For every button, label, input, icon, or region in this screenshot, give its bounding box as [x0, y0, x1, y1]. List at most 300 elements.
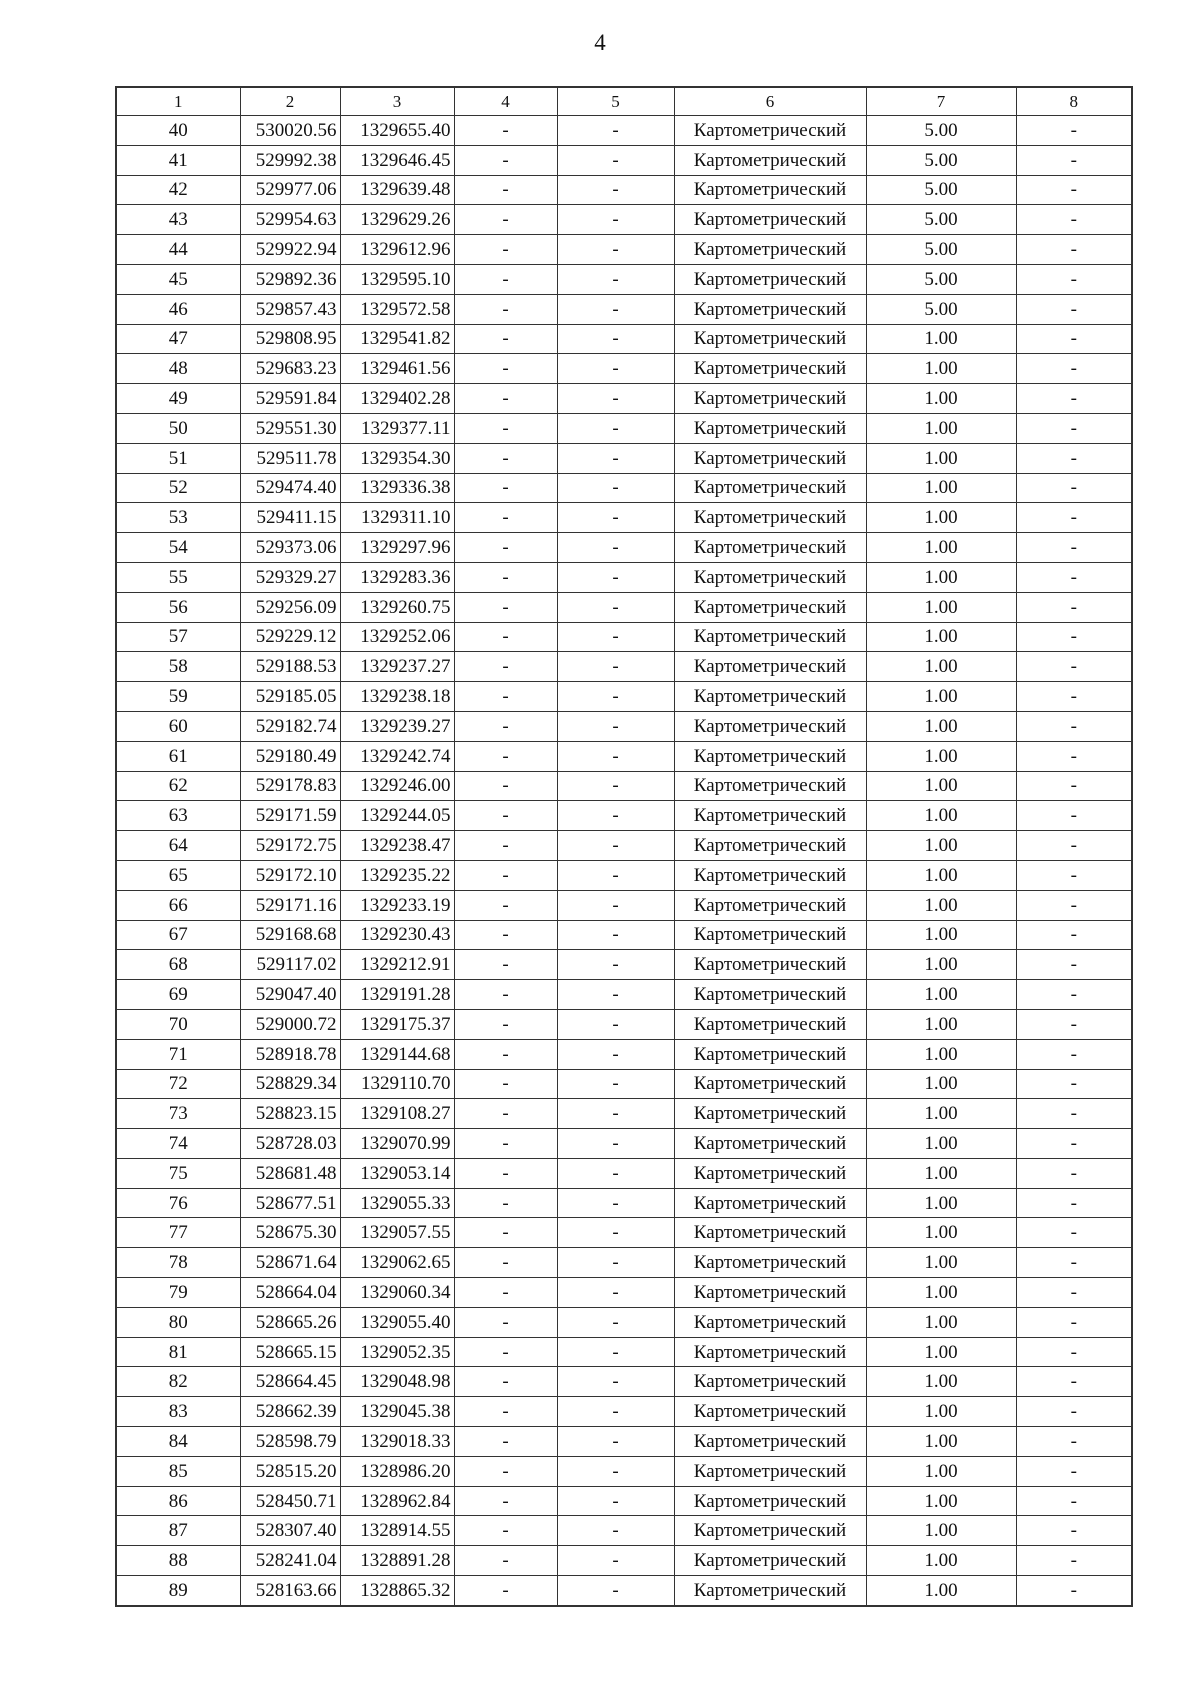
table-row [116, 1367, 1132, 1397]
accuracy-cell: 1.00 [866, 1278, 1016, 1308]
y-coordinate-cell: 1329108.27 [340, 1099, 454, 1129]
column-5-cell: - [557, 622, 674, 652]
column-8-cell: - [1016, 1516, 1132, 1546]
x-coordinate-cell: 528675.30 [240, 1218, 340, 1248]
column-8-cell: - [1016, 1158, 1132, 1188]
x-coordinate-cell: 528829.34 [240, 1069, 340, 1099]
column-8-cell: - [1016, 413, 1132, 443]
y-coordinate-cell: 1329252.06 [340, 622, 454, 652]
x-coordinate-cell: 529180.49 [240, 741, 340, 771]
column-8-cell: - [1016, 1009, 1132, 1039]
y-coordinate-cell: 1329244.05 [340, 801, 454, 831]
method-cell: Картометрический [674, 235, 866, 265]
method-cell: Картометрический [674, 622, 866, 652]
column-4-cell: - [454, 1278, 557, 1308]
column-5-cell: - [557, 711, 674, 741]
table-row [116, 711, 1132, 741]
column-header-8: 8 [1016, 87, 1132, 116]
table-row [116, 980, 1132, 1010]
column-4-cell: - [454, 413, 557, 443]
y-coordinate-cell: 1329053.14 [340, 1158, 454, 1188]
column-8-cell: - [1016, 1069, 1132, 1099]
point-number-cell: 84 [116, 1427, 240, 1457]
x-coordinate-cell: 529857.43 [240, 294, 340, 324]
y-coordinate-cell: 1329237.27 [340, 652, 454, 682]
table-row [116, 1039, 1132, 1069]
column-8-cell: - [1016, 1337, 1132, 1367]
accuracy-cell: 1.00 [866, 711, 1016, 741]
table-row [116, 324, 1132, 354]
point-number-cell: 41 [116, 145, 240, 175]
accuracy-cell: 1.00 [866, 592, 1016, 622]
accuracy-cell: 1.00 [866, 1367, 1016, 1397]
point-number-cell: 75 [116, 1158, 240, 1188]
column-4-cell: - [454, 175, 557, 205]
y-coordinate-cell: 1329639.48 [340, 175, 454, 205]
x-coordinate-cell: 528163.66 [240, 1576, 340, 1606]
column-8-cell: - [1016, 1099, 1132, 1129]
y-coordinate-cell: 1329175.37 [340, 1009, 454, 1039]
x-coordinate-cell: 528918.78 [240, 1039, 340, 1069]
table-row [116, 145, 1132, 175]
method-cell: Картометрический [674, 1158, 866, 1188]
column-5-cell: - [557, 205, 674, 235]
y-coordinate-cell: 1328962.84 [340, 1486, 454, 1516]
method-cell: Картометрический [674, 562, 866, 592]
accuracy-cell: 5.00 [866, 116, 1016, 146]
x-coordinate-cell: 529551.30 [240, 413, 340, 443]
point-number-cell: 66 [116, 890, 240, 920]
y-coordinate-cell: 1328865.32 [340, 1576, 454, 1606]
column-header-3: 3 [340, 87, 454, 116]
x-coordinate-cell: 529185.05 [240, 682, 340, 712]
x-coordinate-cell: 528241.04 [240, 1546, 340, 1576]
column-4-cell: - [454, 1397, 557, 1427]
column-5-cell: - [557, 1367, 674, 1397]
method-cell: Картометрический [674, 1009, 866, 1039]
accuracy-cell: 1.00 [866, 1158, 1016, 1188]
y-coordinate-cell: 1329646.45 [340, 145, 454, 175]
column-8-cell: - [1016, 860, 1132, 890]
table-row [116, 1188, 1132, 1218]
method-cell: Картометрический [674, 1367, 866, 1397]
column-4-cell: - [454, 1099, 557, 1129]
column-8-cell: - [1016, 1397, 1132, 1427]
table-row [116, 920, 1132, 950]
column-8-cell: - [1016, 801, 1132, 831]
method-cell: Картометрический [674, 324, 866, 354]
x-coordinate-cell: 529411.15 [240, 503, 340, 533]
column-5-cell: - [557, 980, 674, 1010]
column-5-cell: - [557, 384, 674, 414]
column-8-cell: - [1016, 1218, 1132, 1248]
column-5-cell: - [557, 116, 674, 146]
table-row [116, 682, 1132, 712]
y-coordinate-cell: 1329238.18 [340, 682, 454, 712]
column-4-cell: - [454, 205, 557, 235]
column-8-cell: - [1016, 622, 1132, 652]
column-4-cell: - [454, 622, 557, 652]
accuracy-cell: 1.00 [866, 1129, 1016, 1159]
column-8-cell: - [1016, 384, 1132, 414]
method-cell: Картометрический [674, 711, 866, 741]
x-coordinate-cell: 529511.78 [240, 443, 340, 473]
point-number-cell: 42 [116, 175, 240, 205]
y-coordinate-cell: 1329045.38 [340, 1397, 454, 1427]
point-number-cell: 80 [116, 1307, 240, 1337]
accuracy-cell: 1.00 [866, 324, 1016, 354]
table-row [116, 950, 1132, 980]
table-row [116, 473, 1132, 503]
x-coordinate-cell: 528664.45 [240, 1367, 340, 1397]
point-number-cell: 74 [116, 1129, 240, 1159]
x-coordinate-cell: 529229.12 [240, 622, 340, 652]
column-4-cell: - [454, 1307, 557, 1337]
accuracy-cell: 1.00 [866, 860, 1016, 890]
y-coordinate-cell: 1329230.43 [340, 920, 454, 950]
y-coordinate-cell: 1329018.33 [340, 1427, 454, 1457]
column-5-cell: - [557, 950, 674, 980]
column-8-cell: - [1016, 1576, 1132, 1606]
table-row [116, 831, 1132, 861]
point-number-cell: 79 [116, 1278, 240, 1308]
table-row [116, 264, 1132, 294]
table-row [116, 1516, 1132, 1546]
accuracy-cell: 1.00 [866, 1486, 1016, 1516]
column-4-cell: - [454, 980, 557, 1010]
y-coordinate-cell: 1329629.26 [340, 205, 454, 235]
column-8-cell: - [1016, 205, 1132, 235]
column-8-cell: - [1016, 116, 1132, 146]
column-8-cell: - [1016, 324, 1132, 354]
table-row [116, 1307, 1132, 1337]
accuracy-cell: 1.00 [866, 741, 1016, 771]
x-coordinate-cell: 528662.39 [240, 1397, 340, 1427]
table-row [116, 1427, 1132, 1457]
column-8-cell: - [1016, 533, 1132, 563]
y-coordinate-cell: 1329238.47 [340, 831, 454, 861]
method-cell: Картометрический [674, 920, 866, 950]
y-coordinate-cell: 1329233.19 [340, 890, 454, 920]
x-coordinate-cell: 528598.79 [240, 1427, 340, 1457]
column-8-cell: - [1016, 890, 1132, 920]
column-5-cell: - [557, 1188, 674, 1218]
table-row [116, 235, 1132, 265]
x-coordinate-cell: 528665.15 [240, 1337, 340, 1367]
y-coordinate-cell: 1329297.96 [340, 533, 454, 563]
column-4-cell: - [454, 324, 557, 354]
table-row [116, 1248, 1132, 1278]
x-coordinate-cell: 528450.71 [240, 1486, 340, 1516]
accuracy-cell: 1.00 [866, 1039, 1016, 1069]
column-8-cell: - [1016, 1188, 1132, 1218]
method-cell: Картометрический [674, 801, 866, 831]
accuracy-cell: 1.00 [866, 920, 1016, 950]
table-row [116, 1158, 1132, 1188]
method-cell: Картометрический [674, 503, 866, 533]
column-4-cell: - [454, 264, 557, 294]
y-coordinate-cell: 1329336.38 [340, 473, 454, 503]
column-4-cell: - [454, 1546, 557, 1576]
column-8-cell: - [1016, 980, 1132, 1010]
column-4-cell: - [454, 235, 557, 265]
column-8-cell: - [1016, 592, 1132, 622]
point-number-cell: 71 [116, 1039, 240, 1069]
point-number-cell: 61 [116, 741, 240, 771]
table-row [116, 890, 1132, 920]
column-8-cell: - [1016, 920, 1132, 950]
method-cell: Картометрический [674, 145, 866, 175]
column-5-cell: - [557, 771, 674, 801]
accuracy-cell: 1.00 [866, 1248, 1016, 1278]
method-cell: Картометрический [674, 682, 866, 712]
point-number-cell: 43 [116, 205, 240, 235]
column-5-cell: - [557, 145, 674, 175]
point-number-cell: 62 [116, 771, 240, 801]
column-8-cell: - [1016, 473, 1132, 503]
column-4-cell: - [454, 1129, 557, 1159]
column-5-cell: - [557, 235, 674, 265]
point-number-cell: 76 [116, 1188, 240, 1218]
column-4-cell: - [454, 860, 557, 890]
y-coordinate-cell: 1329260.75 [340, 592, 454, 622]
x-coordinate-cell: 529256.09 [240, 592, 340, 622]
x-coordinate-cell: 528307.40 [240, 1516, 340, 1546]
x-coordinate-cell: 528823.15 [240, 1099, 340, 1129]
table-header-row [116, 87, 1132, 116]
column-8-cell: - [1016, 354, 1132, 384]
x-coordinate-cell: 529373.06 [240, 533, 340, 563]
y-coordinate-cell: 1329070.99 [340, 1129, 454, 1159]
column-4-cell: - [454, 503, 557, 533]
table-row [116, 413, 1132, 443]
point-number-cell: 78 [116, 1248, 240, 1278]
column-header-1: 1 [116, 87, 240, 116]
method-cell: Картометрический [674, 890, 866, 920]
column-5-cell: - [557, 533, 674, 563]
column-5-cell: - [557, 1546, 674, 1576]
table-row [116, 354, 1132, 384]
method-cell: Картометрический [674, 1307, 866, 1337]
column-8-cell: - [1016, 950, 1132, 980]
point-number-cell: 40 [116, 116, 240, 146]
coordinates-table [115, 86, 1133, 1607]
accuracy-cell: 1.00 [866, 831, 1016, 861]
column-4-cell: - [454, 1188, 557, 1218]
method-cell: Картометрический [674, 1486, 866, 1516]
column-4-cell: - [454, 1009, 557, 1039]
x-coordinate-cell: 529474.40 [240, 473, 340, 503]
column-4-cell: - [454, 1039, 557, 1069]
column-5-cell: - [557, 592, 674, 622]
method-cell: Картометрический [674, 473, 866, 503]
y-coordinate-cell: 1329541.82 [340, 324, 454, 354]
column-5-cell: - [557, 443, 674, 473]
accuracy-cell: 1.00 [866, 1069, 1016, 1099]
column-8-cell: - [1016, 145, 1132, 175]
accuracy-cell: 1.00 [866, 1516, 1016, 1546]
column-4-cell: - [454, 1069, 557, 1099]
method-cell: Картометрический [674, 205, 866, 235]
point-number-cell: 58 [116, 652, 240, 682]
table-row [116, 533, 1132, 563]
method-cell: Картометрический [674, 1516, 866, 1546]
accuracy-cell: 1.00 [866, 980, 1016, 1010]
table-row [116, 1456, 1132, 1486]
column-4-cell: - [454, 294, 557, 324]
table-row [116, 741, 1132, 771]
point-number-cell: 64 [116, 831, 240, 861]
y-coordinate-cell: 1328986.20 [340, 1456, 454, 1486]
point-number-cell: 86 [116, 1486, 240, 1516]
table-row [116, 1069, 1132, 1099]
column-5-cell: - [557, 1069, 674, 1099]
column-5-cell: - [557, 801, 674, 831]
y-coordinate-cell: 1329655.40 [340, 116, 454, 146]
x-coordinate-cell: 529977.06 [240, 175, 340, 205]
column-5-cell: - [557, 294, 674, 324]
column-8-cell: - [1016, 503, 1132, 533]
y-coordinate-cell: 1328891.28 [340, 1546, 454, 1576]
column-5-cell: - [557, 1576, 674, 1606]
point-number-cell: 54 [116, 533, 240, 563]
x-coordinate-cell: 528665.26 [240, 1307, 340, 1337]
method-cell: Картометрический [674, 1188, 866, 1218]
column-5-cell: - [557, 562, 674, 592]
accuracy-cell: 5.00 [866, 175, 1016, 205]
point-number-cell: 67 [116, 920, 240, 950]
accuracy-cell: 1.00 [866, 652, 1016, 682]
accuracy-cell: 1.00 [866, 533, 1016, 563]
y-coordinate-cell: 1329461.56 [340, 354, 454, 384]
y-coordinate-cell: 1329239.27 [340, 711, 454, 741]
column-4-cell: - [454, 1486, 557, 1516]
column-4-cell: - [454, 711, 557, 741]
column-4-cell: - [454, 1576, 557, 1606]
column-4-cell: - [454, 1218, 557, 1248]
column-4-cell: - [454, 443, 557, 473]
point-number-cell: 87 [116, 1516, 240, 1546]
method-cell: Картометрический [674, 1576, 866, 1606]
accuracy-cell: 1.00 [866, 354, 1016, 384]
method-cell: Картометрический [674, 980, 866, 1010]
column-5-cell: - [557, 264, 674, 294]
column-5-cell: - [557, 831, 674, 861]
point-number-cell: 49 [116, 384, 240, 414]
column-8-cell: - [1016, 294, 1132, 324]
table-row [116, 1337, 1132, 1367]
x-coordinate-cell: 528515.20 [240, 1456, 340, 1486]
column-5-cell: - [557, 741, 674, 771]
table-row [116, 1129, 1132, 1159]
y-coordinate-cell: 1329057.55 [340, 1218, 454, 1248]
table-row [116, 116, 1132, 146]
x-coordinate-cell: 529117.02 [240, 950, 340, 980]
accuracy-cell: 1.00 [866, 771, 1016, 801]
point-number-cell: 59 [116, 682, 240, 712]
table-row [116, 1397, 1132, 1427]
method-cell: Картометрический [674, 831, 866, 861]
x-coordinate-cell: 528671.64 [240, 1248, 340, 1278]
column-8-cell: - [1016, 443, 1132, 473]
accuracy-cell: 1.00 [866, 503, 1016, 533]
column-5-cell: - [557, 1039, 674, 1069]
column-5-cell: - [557, 503, 674, 533]
method-cell: Картометрический [674, 652, 866, 682]
column-5-cell: - [557, 354, 674, 384]
y-coordinate-cell: 1329572.58 [340, 294, 454, 324]
accuracy-cell: 1.00 [866, 473, 1016, 503]
accuracy-cell: 5.00 [866, 145, 1016, 175]
x-coordinate-cell: 528677.51 [240, 1188, 340, 1218]
column-8-cell: - [1016, 771, 1132, 801]
point-number-cell: 73 [116, 1099, 240, 1129]
column-8-cell: - [1016, 175, 1132, 205]
x-coordinate-cell: 530020.56 [240, 116, 340, 146]
method-cell: Картометрический [674, 443, 866, 473]
table-row [116, 771, 1132, 801]
y-coordinate-cell: 1329055.40 [340, 1307, 454, 1337]
point-number-cell: 56 [116, 592, 240, 622]
column-8-cell: - [1016, 1546, 1132, 1576]
method-cell: Картометрический [674, 1069, 866, 1099]
column-4-cell: - [454, 145, 557, 175]
point-number-cell: 60 [116, 711, 240, 741]
accuracy-cell: 1.00 [866, 682, 1016, 712]
accuracy-cell: 1.00 [866, 801, 1016, 831]
accuracy-cell: 1.00 [866, 1307, 1016, 1337]
column-4-cell: - [454, 473, 557, 503]
point-number-cell: 89 [116, 1576, 240, 1606]
method-cell: Картометрический [674, 1039, 866, 1069]
y-coordinate-cell: 1329110.70 [340, 1069, 454, 1099]
x-coordinate-cell: 529188.53 [240, 652, 340, 682]
y-coordinate-cell: 1329283.36 [340, 562, 454, 592]
y-coordinate-cell: 1329052.35 [340, 1337, 454, 1367]
table-row [116, 562, 1132, 592]
column-8-cell: - [1016, 264, 1132, 294]
point-number-cell: 55 [116, 562, 240, 592]
y-coordinate-cell: 1329048.98 [340, 1367, 454, 1397]
column-4-cell: - [454, 1367, 557, 1397]
x-coordinate-cell: 529808.95 [240, 324, 340, 354]
column-8-cell: - [1016, 711, 1132, 741]
table-row [116, 622, 1132, 652]
point-number-cell: 70 [116, 1009, 240, 1039]
column-5-cell: - [557, 413, 674, 443]
column-8-cell: - [1016, 235, 1132, 265]
column-4-cell: - [454, 592, 557, 622]
column-4-cell: - [454, 1516, 557, 1546]
column-5-cell: - [557, 1278, 674, 1308]
point-number-cell: 47 [116, 324, 240, 354]
table-row [116, 1576, 1132, 1606]
column-4-cell: - [454, 771, 557, 801]
column-8-cell: - [1016, 1248, 1132, 1278]
column-8-cell: - [1016, 1456, 1132, 1486]
method-cell: Картометрический [674, 1248, 866, 1278]
x-coordinate-cell: 529954.63 [240, 205, 340, 235]
x-coordinate-cell: 529329.27 [240, 562, 340, 592]
accuracy-cell: 1.00 [866, 1188, 1016, 1218]
column-header-6: 6 [674, 87, 866, 116]
column-header-2: 2 [240, 87, 340, 116]
column-5-cell: - [557, 1456, 674, 1486]
y-coordinate-cell: 1329144.68 [340, 1039, 454, 1069]
method-cell: Картометрический [674, 950, 866, 980]
method-cell: Картометрический [674, 116, 866, 146]
x-coordinate-cell: 529182.74 [240, 711, 340, 741]
